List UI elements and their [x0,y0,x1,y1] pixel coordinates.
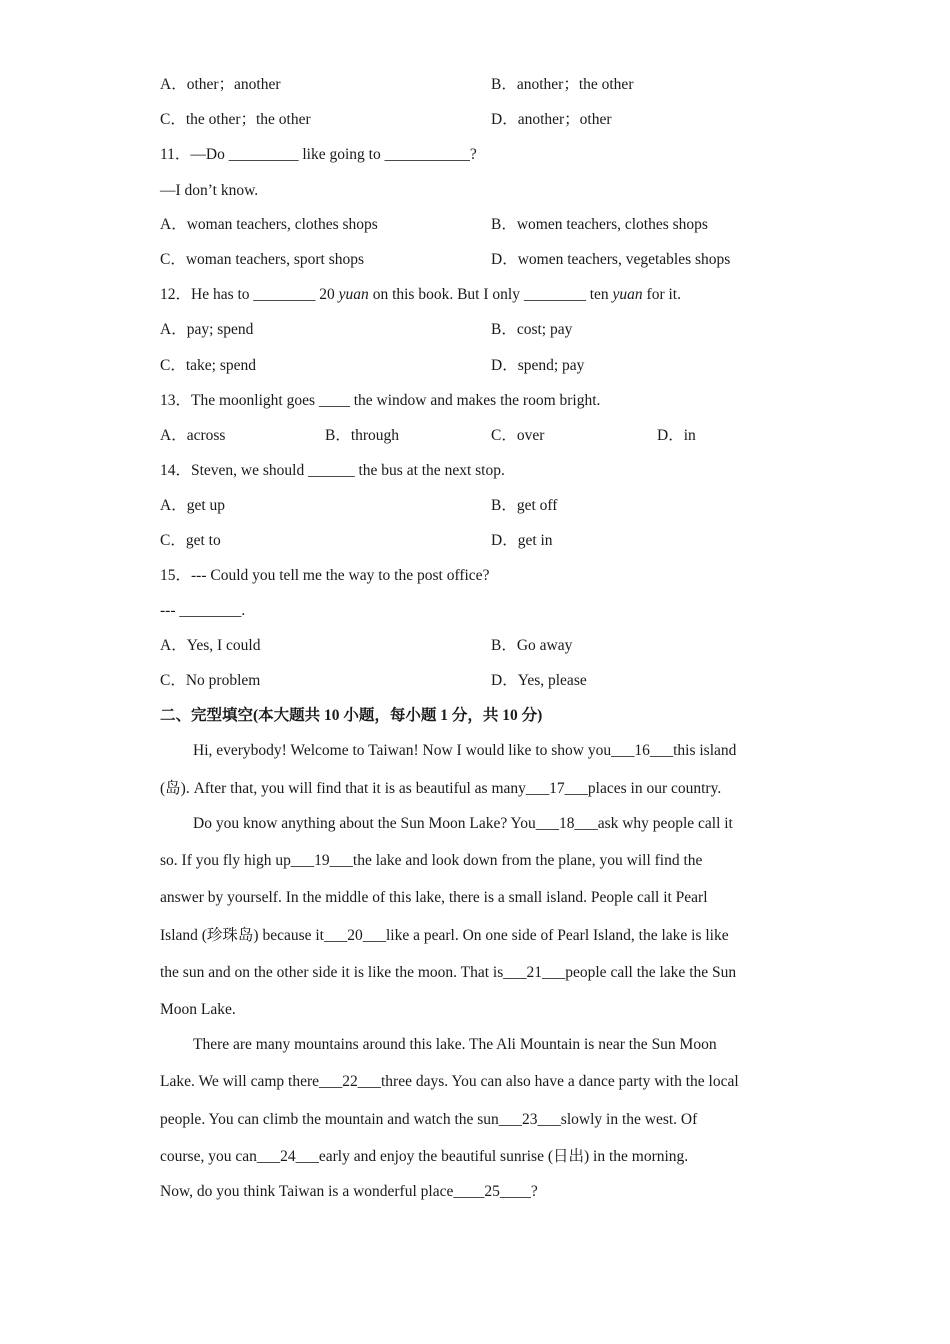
q12-option-a: A．pay; spend [160,321,254,338]
blank-23: ___23___ [498,1111,561,1128]
blank-18: ___18___ [535,815,598,832]
q15-option-a: A．Yes, I could [160,637,261,654]
q15-option-d: D．Yes, please [491,672,587,689]
passage-line: so. If you fly high up___19___the lake and look down from the plane, you will find the [160,852,703,869]
q13-option-c: C．over [491,427,545,444]
section-heading: 二、完型填空(本大题共 10 小题，每小题 1 分，共 10 分) [160,707,543,724]
passage-line: people. You can climb the mountain and watch the sun___23___slowly in the west. Of [160,1111,698,1128]
q13-stem: 13．The moonlight goes ____ the window and makes the room bright. [160,392,601,409]
passage-line: Island (珍珠岛) because it___20___like a pearl. On one side of Pearl Island, the lake is like [160,927,729,944]
q14-option-a: A．get up [160,497,226,514]
passage-line: Now, do you think Taiwan is a wonderful place____25____? [160,1183,538,1200]
passage-line: There are many mountains around this lake. The Ali Mountain is near the Sun Moon [193,1036,717,1053]
passage-line: (岛). After that, you will find that it is as beautiful as many___17___places in our country. [160,780,722,797]
blank-24: ___24___ [256,1148,319,1165]
q10-option-c: C．the other；the other [160,111,311,128]
q10-option-b: B．another；the other [491,76,634,93]
q15-option-b: B．Go away [491,637,573,654]
q13-option-b: B．through [325,427,400,444]
blank-22: ___22___ [319,1073,381,1090]
q14-option-c: C．get to [160,532,221,549]
blank-25: ____25____ [453,1183,531,1200]
q11-reply: —I don’t know. [160,182,259,199]
q12-option-b: B．cost; pay [491,321,573,338]
passage-line: Moon Lake. [160,1001,236,1018]
blank-20: ___20___ [324,927,386,944]
blank-17: ___17___ [525,780,588,797]
q14-option-d: D．get in [491,532,553,549]
q14-stem: 14．Steven, we should ______ the bus at the next stop. [160,462,505,479]
passage-line: the sun and on the other side it is like the moon. That is___21___people call the lake the Sun [160,964,737,981]
q11-option-d: D．women teachers, vegetables shops [491,251,731,268]
blank-16: ___16___ [611,742,674,759]
passage-line: Do you know anything about the Sun Moon Lake? You___18___ask why people call it [193,815,733,832]
q15-option-c: C．No problem [160,672,261,689]
passage-line: Lake. We will camp there___22___three days. You can also have a dance party with the local [160,1073,739,1090]
q14-option-b: B．get off [491,497,558,514]
q13-option-a: A．across [160,427,226,444]
q15-stem: 15．--- Could you tell me the way to the post office? [160,567,490,584]
q11-option-c: C．woman teachers, sport shops [160,251,365,268]
q11-option-b: B．women teachers, clothes shops [491,216,708,233]
passage-line: course, you can___24___early and enjoy the beautiful sunrise (日出) in the morning. [160,1148,689,1165]
q11-option-a: A．woman teachers, clothes shops [160,216,378,233]
passage-line: answer by yourself. In the middle of this lake, there is a small island. People call it Pearl [160,889,708,906]
q11-stem: 11．—Do _________ like going to ___________? [160,146,477,163]
passage-line: Hi, everybody! Welcome to Taiwan! Now I would like to show you___16___this island [193,742,737,759]
q15-reply: --- ________. [160,602,246,619]
q12-option-d: D．spend; pay [491,357,585,374]
q10-option-a: A．other；another [160,76,281,93]
q12-stem: 12．He has to ________ 20 yuan on this book. But I only ________ ten yuan for it. [160,286,681,303]
blank-19: ___19___ [290,852,353,869]
q13-option-d: D．in [657,427,696,444]
blank-21: ___21___ [503,964,566,981]
q10-option-d: D．another；other [491,111,612,128]
q12-option-c: C．take; spend [160,357,256,374]
